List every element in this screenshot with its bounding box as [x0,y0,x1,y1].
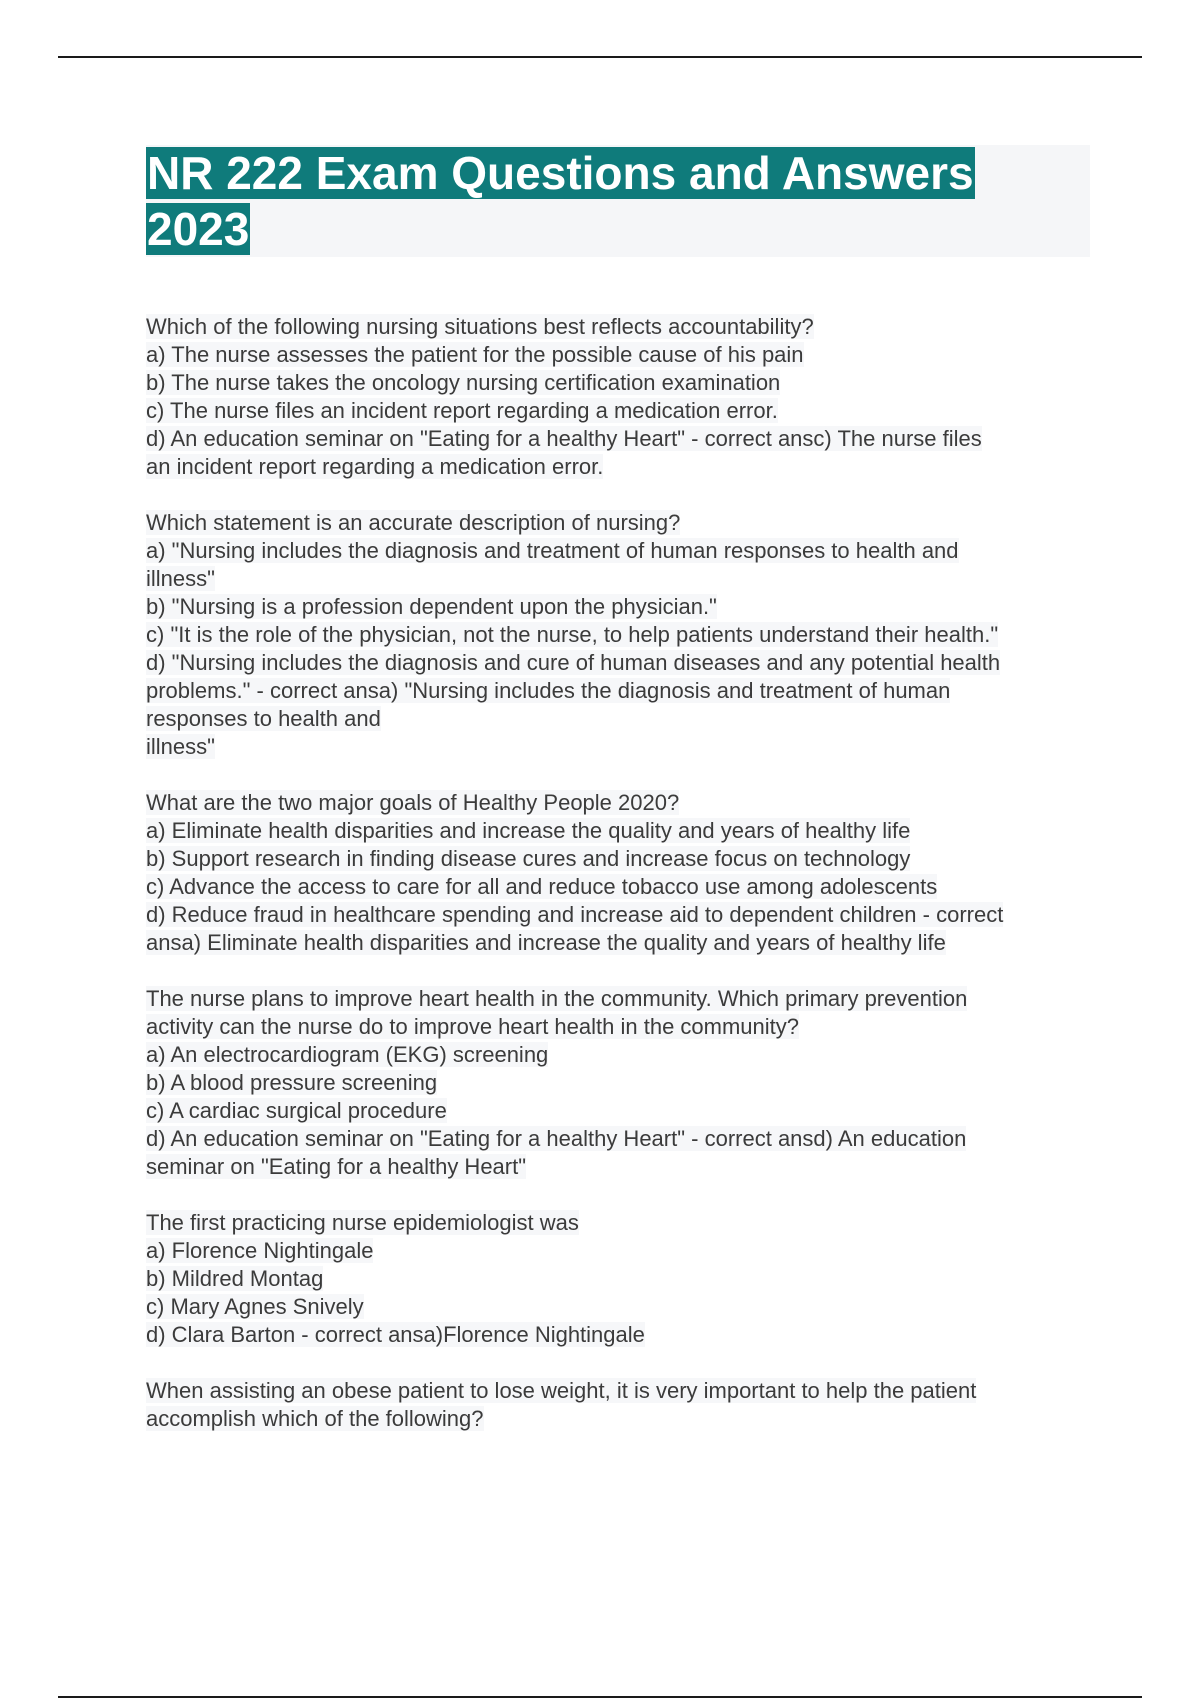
question-line [146,1321,1090,1349]
question-line [146,565,1090,593]
question-line [146,929,1090,957]
line-text: d) Clara Barton - correct ansa)Florence Nightingale [146,1322,645,1347]
question-block [146,1377,1090,1433]
question-line [146,1265,1090,1293]
question-line [146,649,1090,677]
line-text: responses to health and [146,706,381,731]
question-line [146,1405,1090,1433]
document-body [146,145,1090,1461]
question-text [146,789,1090,817]
question-line [146,1069,1090,1097]
question-line [146,621,1090,649]
question-line [146,341,1090,369]
question-line [146,369,1090,397]
question-line [146,873,1090,901]
line-text: b) Support research in finding disease cures and increase focus on technology [146,846,911,871]
line-text: illness" [146,734,215,759]
question-block [146,509,1090,761]
line-text: accomplish which of the following? [146,1406,484,1431]
title-line-2: 2023 [147,203,250,255]
question-line [146,845,1090,873]
question-line [146,593,1090,621]
line-text: illness" [146,566,215,591]
line-text: The first practicing nurse epidemiologist was [146,1210,579,1235]
question-line [146,397,1090,425]
line-text: d) An education seminar on "Eating for a healthy Heart" - correct ansd) An education [146,1126,967,1151]
question-line [146,1153,1090,1181]
question-text [146,985,1090,1013]
question-line [146,705,1090,733]
line-text: b) The nurse takes the oncology nursing certification examination [146,370,781,395]
line-text: c) The nurse files an incident report regarding a medication error. [146,398,778,423]
question-line [146,677,1090,705]
title-line-1: NR 222 Exam Questions and Answers [147,147,974,199]
question-block [146,789,1090,957]
question-line [146,817,1090,845]
question-block [146,1209,1090,1349]
question-line [146,1293,1090,1321]
question-block [146,313,1090,481]
line-text: a) Eliminate health disparities and increase the quality and years of healthy life [146,818,911,843]
line-text: Which statement is an accurate description of nursing? [146,510,681,535]
line-text: The nurse plans to improve heart health in the community. Which primary prevention [146,986,968,1011]
document-title [146,145,1026,257]
line-text: an incident report regarding a medication error. [146,454,604,479]
question-line [146,1041,1090,1069]
bottom-rule [58,1696,1142,1698]
title-band [146,145,1090,257]
question-block [146,985,1090,1181]
line-text: problems." - correct ansa) "Nursing includes the diagnosis and treatment of human [146,678,951,703]
question-line [146,901,1090,929]
line-text: c) Mary Agnes Snively [146,1294,364,1319]
line-text: c) Advance the access to care for all and reduce tobacco use among adolescents [146,874,938,899]
line-text: ansa) Eliminate health disparities and increase the quality and years of healthy life [146,930,946,955]
line-text: What are the two major goals of Healthy People 2020? [146,790,680,815]
line-text: a) Florence Nightingale [146,1238,374,1263]
line-text: activity can the nurse do to improve heart health in the community? [146,1014,800,1039]
line-text: d) An education seminar on "Eating for a healthy Heart" - correct ansc) The nurse files [146,426,982,451]
line-text: d) "Nursing includes the diagnosis and cure of human diseases and any potential health [146,650,1001,675]
line-text: Which of the following nursing situations best reflects accountability? [146,314,814,339]
question-line [146,537,1090,565]
line-text: b) "Nursing is a profession dependent upon the physician." [146,594,717,619]
question-text [146,1377,1090,1405]
line-text: c) A cardiac surgical procedure [146,1098,447,1123]
line-text: a) An electrocardiogram (EKG) screening [146,1042,549,1067]
question-line [146,1013,1090,1041]
top-rule [58,56,1142,58]
line-text: a) The nurse assesses the patient for the possible cause of his pain [146,342,804,367]
line-text: d) Reduce fraud in healthcare spending and increase aid to dependent children - correct [146,902,1004,927]
line-text: c) "It is the role of the physician, not the nurse, to help patients understand their health." [146,622,999,647]
question-line [146,1237,1090,1265]
line-text: seminar on "Eating for a healthy Heart" [146,1154,527,1179]
line-text: b) A blood pressure screening [146,1070,438,1095]
question-line [146,1125,1090,1153]
line-text: b) Mildred Montag [146,1266,324,1291]
line-text: When assisting an obese patient to lose weight, it is very important to help the patient [146,1378,977,1403]
question-line [146,1097,1090,1125]
question-line [146,733,1090,761]
line-text: a) "Nursing includes the diagnosis and treatment of human responses to health and [146,538,959,563]
question-text [146,1209,1090,1237]
question-text [146,509,1090,537]
question-text [146,313,1090,341]
question-list [146,313,1090,1433]
question-line [146,453,1090,481]
question-line [146,425,1090,453]
